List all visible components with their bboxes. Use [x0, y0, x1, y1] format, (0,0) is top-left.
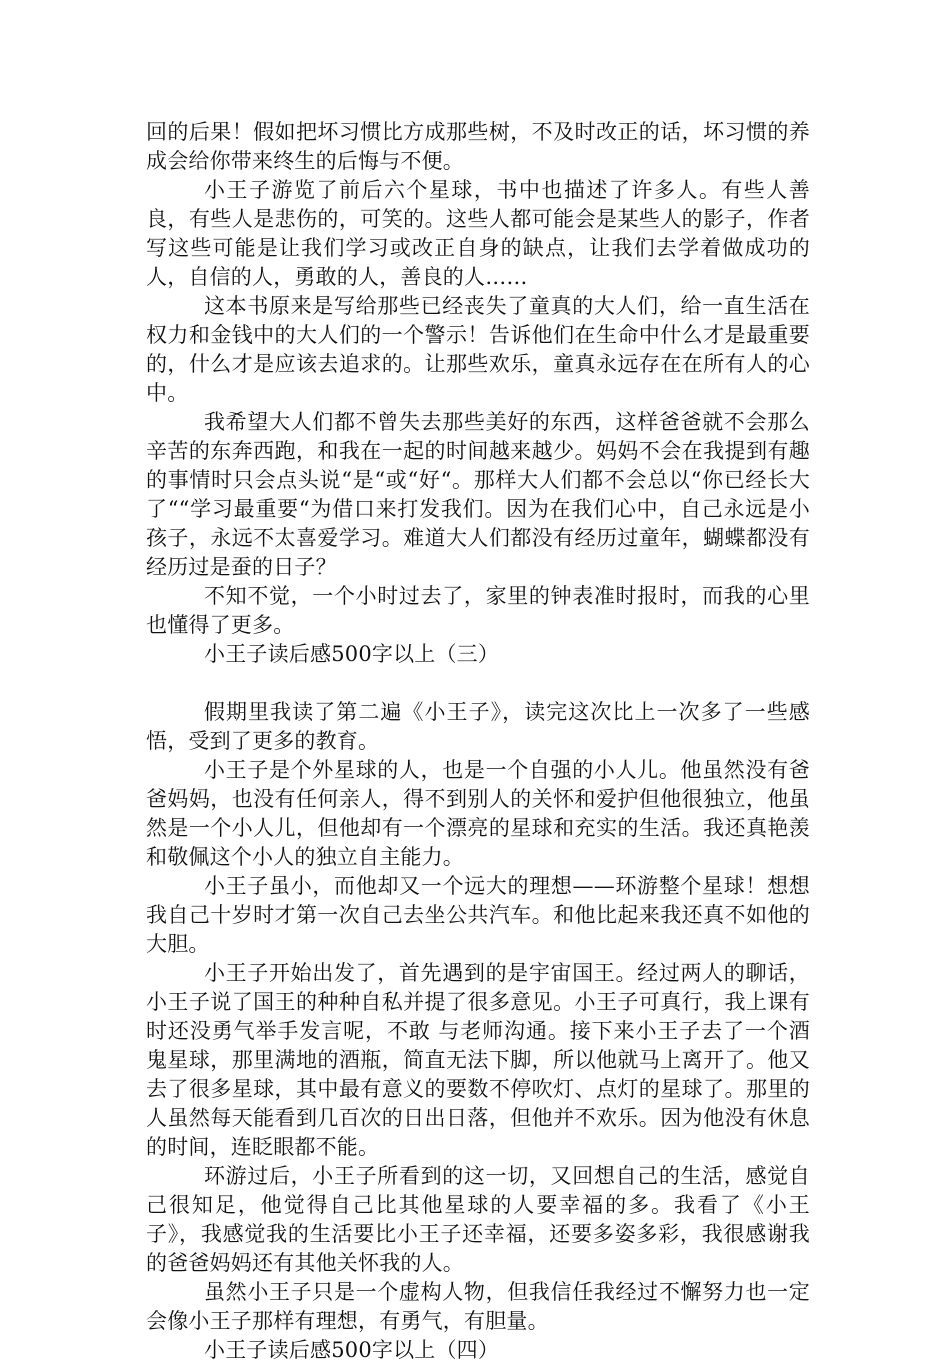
document-body — [146, 118, 810, 1365]
paragraph: 小王子游览了前后六个星球，书中也描述了许多人。有些人善良，有些人是悲伤的，可笑的。这些人都可能会是某些人的影子，作者写这些可能是让我们学习或改正自身的缺点，让我们去学着做成功的人，自信的人，勇敢的人，善良的人…… — [146, 178, 810, 289]
paragraph: 这本书原来是写给那些已经丧失了童真的大人们，给一直生活在权力和金钱中的大人们的一个警示！告诉他们在生命中什么才是最重要的，什么才是应该去追求的。让那些欢乐，童真永远存在在所有人的心中。 — [146, 294, 810, 405]
paragraph: 小王子开始出发了，首先遇到的是宇宙国王。经过两人的聊话，小王子说了国王的种种自私并提了很多意见。小王子可真行，我上课有时还没勇气举手发言呢，不敢 与老师沟通。接下来小王子去了一个酒鬼星球，那里满地的酒瓶，简直无法下脚，所以他就马上离开了。他又去了很多星球，其中最有意义的要数不停吹灯、点灯的星球了。那里的人虽然每天能看到几百次的日出日落，但他并不欢乐。因为他没有休息的时间，连眨眼都不能。 — [146, 961, 810, 1159]
paragraph: 小王子虽小，而他却又一个远大的理想——环游整个星球！想想我自己十岁时才第一次自己去坐公共汽车。和他比起来我还真不如他的大胆。 — [146, 874, 810, 956]
section-heading-three: 小王子读后感500字以上（三） — [204, 642, 500, 666]
paragraph: 不知不觉，一个小时过去了，家里的钟表准时报时，而我的心里也懂得了更多。 — [146, 584, 810, 637]
paragraph: 我希望大人们都不曾失去那些美好的东西，这样爸爸就不会那么辛苦的东奔西跑，和我在一起的时间越来越少。妈妈不会在我提到有趣的事情时只会点头说“是“或“好“。那样大人们都不会总以“你已经长大了““学习最重要“为借口来打发我们。因为在我们心中，自己永远是小孩子，永远不太喜爱学习。难道大人们都没有经历过童年，蝴蝶都没有经历过是蚕的日子？ — [146, 410, 810, 579]
blank-line — [146, 669, 810, 698]
paragraph: 假期里我读了第二遍《小王子》，读完这次比上一次多了一些感悟，受到了更多的教育。 — [146, 700, 810, 753]
section-heading-four: 小王子读后感500字以上（四） — [204, 1338, 500, 1362]
paragraph: 环游过后，小王子所看到的这一切，又回想自己的生活，感觉自己很知足，他觉得自己比其他星球的人要幸福的多。我看了《小王子》，我感觉我的生活要比小王子还幸福，还要多姿多彩，我很感谢我的爸爸妈妈还有其他关怀我的人。 — [146, 1164, 810, 1275]
paragraph: 小王子是个外星球的人，也是一个自强的小人儿。他虽然没有爸爸妈妈，也没有任何亲人，得不到别人的关怀和爱护但他很独立，他虽然是一个小人儿，但他却有一个漂亮的星球和充实的生活。我还真艳羡和敬佩这个小人的独立自主能力。 — [146, 758, 810, 869]
paragraph-continued: 回的后果！假如把坏习惯比方成那些树，不及时改正的话，坏习惯的养成会给你带来终生的后悔与不便。 — [146, 120, 810, 173]
paragraph: 虽然小王子只是一个虚构人物，但我信任我经过不懈努力也一定会像小王子那样有理想，有勇气，有胆量。 — [146, 1280, 810, 1333]
